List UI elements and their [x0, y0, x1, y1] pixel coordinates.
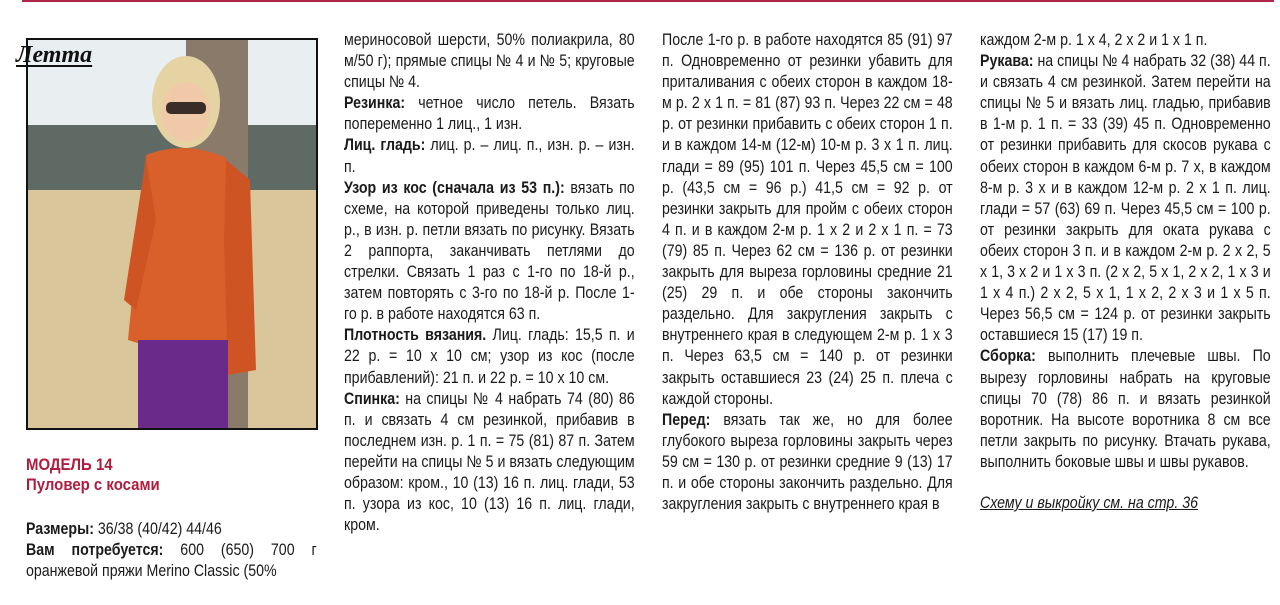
- sleeves-text: на спицы № 4 набрать 32 (38) 44 п. и связать 4 см резинкой. Затем перейти на спицы № 5 и вязать лиц. гладью, прибавив в 1-м р. 1 п. = 33 (39) 45 п. Одновременно от резинки прибавить для скосов рукава с обеих сторон в каждом 6-м р. 7 х, в каждом 8-м р. 3 х и в каждом 12-м р. 2 х 1 п. лиц. глади = 57 (63) 69 п. Через 45,5 см = 100 р. от резинки закрыть для оката рукава с обеих сторон 3 п. и в каждом 2-м р. 2 х 2, 5 х 1, 3 х 2 и 1 х 3 п. (2 х 2, 5 х 1, 2 х 2, 1 х 3 и 1 х 4 п.) 2 х 2, 5 х 1, 1 х 2, 2 х 3 и 1 х 5 п. Через 56,5 см = 124 р. от резинки закрыть оставшиеся 15 (17) 19 п.: [980, 52, 1271, 345]
- sizes-value: 36/38 (40/42) 44/46: [93, 520, 222, 538]
- gauge-paragraph: [344, 325, 635, 388]
- gauge-label: Плотность вязания.: [344, 326, 487, 345]
- sizes-label: Размеры:: [26, 520, 94, 538]
- materials-paragraph: [26, 540, 317, 582]
- front-text: вязать так же, но для более глубокого выреза горловины закрыть через 59 см = 130 р. от резинки средние 9 (13) 17 п. и обе стороны закончить раздельно. Для закругления закрыть с внутреннего края в: [662, 410, 953, 514]
- sleeves-label: Рукава:: [980, 52, 1034, 71]
- sleeves-paragraph: [980, 51, 1271, 346]
- back-label: Спинка:: [344, 389, 400, 408]
- pattern-reference-link[interactable]: Схему и выкройку см. на стр. 36: [980, 493, 1198, 512]
- front-continued: каждом 2-м р. 1 х 4, 2 х 2 и 1 х 1 п.: [980, 31, 1208, 49]
- column-3: [980, 30, 1271, 514]
- assembly-text: выполнить плечевые швы. По вырезу горловины набрать на круговые спицы 70 (78) 86 п. и вязать резинкой воротник. На высоте воротника 8 см все петли закрыть по рисунку. Втачать рукава, выполнить боковые швы и швы рукавов.: [980, 347, 1271, 471]
- column-intro: [26, 519, 317, 582]
- cable-text: вязать по схеме, на которой приведены только лиц. р., в изн. р. петли вязать по рисунку. Вязать 2 раппорта, заканчивать петлями до стрелки. Связать 1 раз с 1-го по 18-й р., затем повторять с 3-го по 18-й р. После 1-го р. в работе находятся 63 п.: [344, 178, 635, 324]
- model-title: Пуловер с косами: [26, 475, 160, 494]
- front-label: Перед:: [662, 410, 711, 429]
- front-paragraph: [662, 410, 953, 515]
- back-paragraph: [344, 389, 635, 537]
- model-heading: [26, 455, 160, 495]
- materials-value: 600 (650) 700 г оранжевой пряжи Merino Classic (50%: [26, 541, 317, 581]
- cable-paragraph: [344, 178, 635, 326]
- stockinette-text: лиц. р. – лиц. п., изн. р. – изн. п.: [344, 136, 635, 176]
- sizes-paragraph: [26, 519, 317, 540]
- model-number: МОДЕЛЬ 14: [26, 455, 113, 474]
- column-2: [662, 30, 953, 515]
- rib-text: четное число петель. Вязать попеременно 1 лиц., 1 изн.: [344, 94, 635, 134]
- assembly-label: Сборка:: [980, 347, 1036, 366]
- materials-continued: мериносовой шерсти, 50% полиакрила, 80 м/50 г); прямые спицы № 4 и № 5; круговые спицы № 4.: [344, 31, 635, 92]
- gauge-text: Лиц. гладь: 15,5 п. и 22 р. = 10 х 10 см; узор из кос (после прибавлений): 21 п. и 22 р. = 10 х 10 см.: [344, 326, 635, 387]
- materials-label: Вам потребуется:: [26, 541, 164, 560]
- back-text: на спицы № 4 набрать 74 (80) 86 п. и связать 4 см резинкой, прибавив в последнем изн. р. 1 п. = 75 (81) 87 п. Затем перейти на спицы № 5 и вязать следующим образом: кром., 10 (13) 16 п. лиц. глади, 53 п. узора из кос, 10 (13) 16 п. лиц. глади, кром.: [344, 389, 635, 535]
- back-continued: После 1-го р. в работе находятся 85 (91) 97 п. Одновременно от резинки убавить для приталивания с обеих сторон в каждом 18-м р. 2 х 1 п. = 81 (87) 93 п. Через 22 см = 48 р. от резинки прибавить с обеих сторон 1 п. и в каждом 14-м (12-м) 10-м р. 3 х 1 п. лиц. глади = 89 (95) 101 п. Через 45,5 см = 100 р. (43,5 см = 96 р.) 41,5 см = 92 р. от резинки закрыть для пройм с обеих сторон 4 п. и в каждом 2-м р. 1 х 2 и 2 х 1 п. = 73 (79) 85 п. Через 62 см = 136 р. от резинки закрыть для выреза горловины средние 21 (25) 29 п. и обе стороны закончить раздельно. Для закругления закрыть с внутреннего края в следующем 2-м р. 1 х 3 п. Через 63,5 см = 140 р. от резинки закрыть оставшиеся 23 (24) 25 п. плеча с каждой стороны.: [662, 31, 953, 408]
- column-1: [344, 30, 635, 536]
- watermark-signature: Летта: [16, 42, 93, 68]
- rib-label: Резинка:: [344, 94, 406, 113]
- model-photo-illustration: [28, 40, 316, 428]
- stockinette-paragraph: [344, 135, 635, 177]
- model-photo: [26, 38, 318, 430]
- rib-paragraph: [344, 93, 635, 135]
- assembly-paragraph: [980, 346, 1271, 473]
- top-rule: [22, 0, 1274, 2]
- stockinette-label: Лиц. гладь:: [344, 136, 426, 155]
- cable-label: Узор из кос (сначала из 53 п.):: [344, 178, 565, 197]
